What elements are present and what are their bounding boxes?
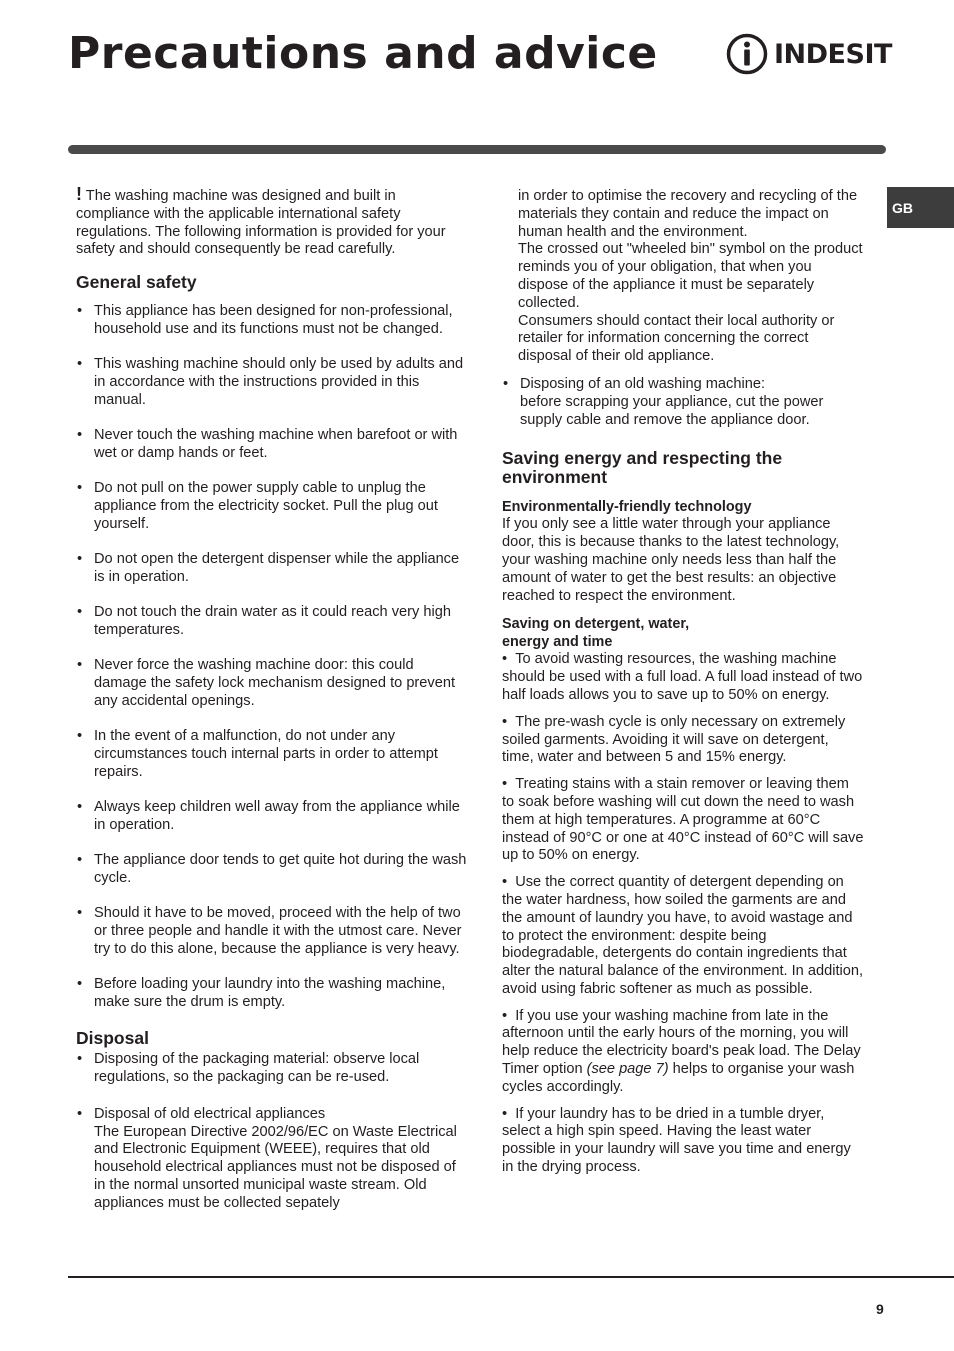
weee-continued-2: The crossed out "wheeled bin" symbol on the product reminds you of your obligation, that when you dispose of the appliance it must be separately collected. — [518, 241, 863, 311]
saving-tip: • If your laundry has to be dried in a tumble dryer, select a high spin speed. Having the least water possible in your laundry will save you time and energy in the drying process. — [502, 1105, 851, 1176]
safety-item: • Never force the washing machine door: this could damage the safety lock mechanism designed to prevent any accidental openings. — [76, 657, 468, 710]
footer-rule — [68, 1276, 954, 1278]
saving-tip: • To avoid wasting resources, the washing machine should be used with a full load. A full load instead of two half loads allows you to save up to 50% on energy. — [502, 651, 863, 703]
safety-item: • Do not touch the drain water as it could reach very high temperatures. — [76, 604, 468, 640]
intro-text: The washing machine was designed and built in compliance with the applicable international safety regulations. The following information is provided for your safety and should consequently be read carefully. — [76, 188, 446, 258]
old-machine-text: before scrapping your appliance, cut the power supply cable and remove the appliance door. — [520, 393, 824, 428]
safety-item: • Never touch the washing machine when barefoot or with wet or damp hands or feet. — [76, 427, 468, 463]
saving-energy-heading: Saving energy and respecting the environment — [502, 448, 783, 488]
page-title: Precautions and advice — [68, 28, 658, 79]
general-safety-heading: General safety — [76, 272, 197, 293]
saving-detergent-heading-line-2: energy and time — [502, 634, 613, 651]
general-safety-list — [76, 303, 468, 1012]
brand-name: INDESIT — [774, 38, 892, 70]
old-machine-title: Disposing of an old washing machine: — [520, 375, 765, 392]
indesit-logo — [726, 32, 892, 76]
saving-tip-text: Use the correct quantity of detergent depending on the water hardness, how soiled the garments are and the amount of laundry you have, to avoid wastage and to protect the environment: despite being biodegradable, detergents do contain ingredients that alter the natural balance of the environment. In addition, avoid using fabric softener as much as possible. — [502, 874, 864, 997]
weee-title: Disposal of old electrical appliances — [94, 1105, 326, 1122]
saving-tip-text: Treating stains with a stain remover or leaving them to soak before washing will cut down the need to wash them at high temperatures. A programme at 60°C instead of 90°C or one at 40°C instead of 60°C will save up to 50% on energy. — [502, 776, 864, 864]
header-rule — [68, 145, 886, 154]
safety-item: • This washing machine should only be used by adults and in accordance with the instructions provided in this manual. — [76, 356, 468, 409]
saving-tip-text: If you use your washing machine from late in the afternoon until the early hours of the morning, you will help reduce the electricity board's peak load. The Delay Timer option — [502, 1007, 861, 1078]
saving-tip-text: If your laundry has to be dried in a tumble dryer, select a high spin speed. Having the least water possible in your laundry will save you time and energy in the drying process. — [502, 1105, 851, 1176]
safety-item: • Always keep children well away from the appliance while in operation. — [76, 799, 468, 835]
safety-item: • Do not open the detergent dispenser while the appliance is in operation. — [76, 551, 468, 587]
right-column — [502, 188, 864, 1186]
saving-detergent-heading-line-1: Saving on detergent, water, — [502, 616, 690, 633]
safety-item: • Before loading your laundry into the washing machine, make sure the drum is empty. — [76, 976, 468, 1012]
saving-tip: • The pre-wash cycle is only necessary on extremely soiled garments. Avoiding it will save on detergent, time, water and between 5 and 15% energy. — [502, 713, 846, 766]
eco-technology-text: If you only see a little water through your appliance door, this is because thanks to the latest technology, your washing machine only needs less than half the amount of water to get the best results: an objective reached to respect the environment. — [502, 516, 840, 604]
disposal-list — [76, 1051, 468, 1123]
saving-tip-text: The pre-wash cycle is only necessary on extremely soiled garments. Avoiding it will save on detergent, time, water and between 5 and 15% energy. — [502, 713, 846, 766]
weee-continued-1: in order to optimise the recovery and recycling of the materials they contain and reduce the impact on human health and the environment. — [518, 188, 858, 240]
safety-item: • In the event of a malfunction, do not under any circumstances touch internal parts in order to attempt repairs. — [76, 728, 468, 781]
old-machine-list — [502, 376, 864, 429]
safety-item: • The appliance door tends to get quite hot during the wash cycle. — [76, 852, 468, 888]
warning-mark: ! — [76, 184, 82, 204]
old-machine-item — [502, 376, 864, 429]
language-tab-label: GB — [892, 199, 913, 216]
saving-tip-text: To avoid wasting resources, the washing machine should be used with a full load. A full load instead of two half loads allows you to save up to 50% on energy. — [502, 651, 863, 703]
saving-tip: • If you use your washing machine from late in the afternoon until the early hours of the morning, you will help reduce the electricity board's peak load. The Delay Timer option (see page 7) helps to organise your wash cycles accordingly. — [502, 1007, 861, 1095]
safety-item: • Should it have to be moved, proceed with the help of two or three people and handle it with the utmost care. Never try to do this alone, because the appliance is very heavy. — [76, 905, 468, 958]
intro-paragraph — [76, 186, 468, 259]
language-tab — [887, 187, 954, 228]
weee-text: The European Directive 2002/96/EC on Waste Electrical and Electronic Equipment (WEEE), requires that old household electrical appliances must not be disposed of in the normal unsorted municipal waste stream. Old appliances must be collected sepately — [94, 1123, 457, 1211]
packaging-disposal-item: • Disposing of the packaging material: observe local regulations, so the packaging can be re-used. — [76, 1051, 468, 1087]
weee-continued-3: Consumers should contact their local authority or retailer for information concerning the correct disposal of their old appliance. — [518, 312, 835, 365]
disposal-heading: Disposal — [76, 1028, 149, 1049]
saving-tip-text: helps to organise your wash cycles accordingly. — [502, 1061, 855, 1095]
weee-disposal-item — [76, 1106, 468, 1124]
saving-tip: • Treating stains with a stain remover or leaving them to soak before washing will cut down the need to wash them at high temperatures. A programme at 60°C instead of 90°C or one at 40°C instead of 60°C will save up to 50% on energy. — [502, 776, 864, 864]
saving-detergent-heading — [502, 615, 864, 651]
page-reference: (see page 7) — [586, 1061, 669, 1078]
safety-item: • Do not pull on the power supply cable to unplug the appliance from the electricity socket. Pull the plug out yourself. — [76, 480, 468, 533]
eco-technology-heading: Environmentally-friendly technology — [502, 499, 752, 516]
left-column — [76, 186, 468, 1213]
page-number: 9 — [876, 1301, 884, 1317]
saving-tip: • Use the correct quantity of detergent depending on the water hardness, how soiled the garments are and the amount of laundry you have, to avoid wastage and to protect the environment: despite being biodegradable, detergents do contain ingredients that alter the natural balance of the environment. In addition, avoid using fabric softener as much as possible. — [502, 874, 864, 997]
info-i-icon — [726, 33, 768, 75]
safety-item: • This appliance has been designed for non-professional, household use and its functions must not be changed. — [76, 303, 468, 339]
